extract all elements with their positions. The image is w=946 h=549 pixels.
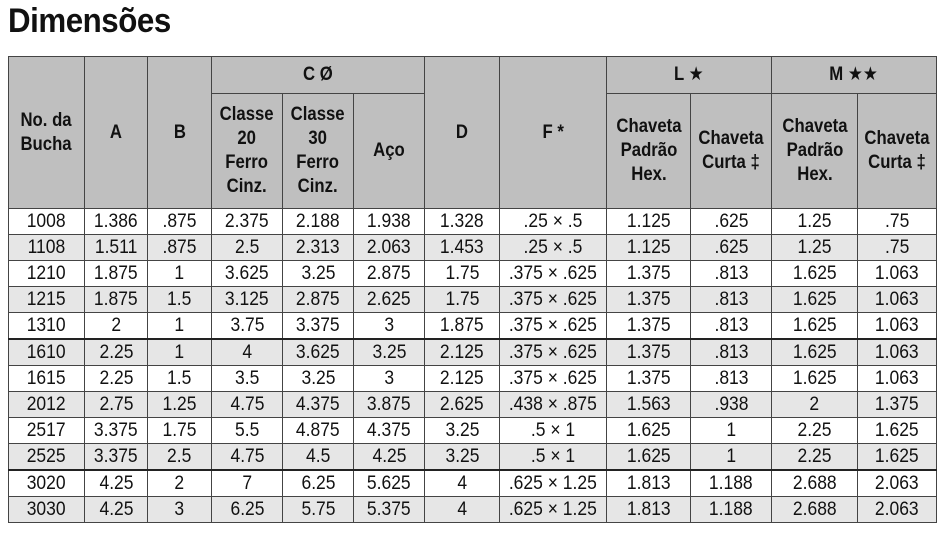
cell-b: 3 [148,497,212,523]
cell-c-classe20: 4.75 [212,392,283,418]
cell-l-padrao: 1.125 [607,235,691,261]
cell-bucha: 1615 [9,366,85,392]
cell-l-padrao: 1.625 [607,418,691,444]
cell-c-classe30: 3.625 [283,339,354,366]
cell-a: 4.25 [85,497,148,523]
cell-b: 1 [148,261,212,287]
cell-m-curta: 1.063 [858,366,937,392]
cell-a: 1.386 [85,209,148,235]
cell-m-curta: 2.063 [858,497,937,523]
cell-d: 1.75 [425,287,500,313]
header-l-curta: Chaveta Curta ‡ [691,94,772,209]
cell-l-curta: .625 [691,235,772,261]
cell-l-curta: 1.188 [691,497,772,523]
cell-b: .875 [148,209,212,235]
cell-l-padrao: 1.813 [607,497,691,523]
cell-c-classe30: 2.313 [283,235,354,261]
header-bucha: No. da Bucha [9,57,85,209]
cell-l-curta: .813 [691,366,772,392]
header-l-padrao: Chaveta Padrão Hex. [607,94,691,209]
table-row [9,287,937,313]
table-row [9,392,937,418]
cell-a: 1.875 [85,261,148,287]
cell-a: 1.875 [85,287,148,313]
cell-a: 4.25 [85,470,148,497]
cell-f: .438 × .875 [500,392,607,418]
cell-d: 3.25 [425,444,500,471]
cell-c-classe30: 3.375 [283,313,354,340]
cell-c-classe30: 2.188 [283,209,354,235]
cell-d: 4 [425,470,500,497]
cell-a: 2.75 [85,392,148,418]
cell-m-padrao: 1.25 [772,209,858,235]
cell-m-padrao: 1.625 [772,287,858,313]
cell-b: .875 [148,235,212,261]
cell-m-padrao: 2.688 [772,497,858,523]
cell-a: 1.511 [85,235,148,261]
cell-bucha: 2012 [9,392,85,418]
cell-m-curta: 1.063 [858,313,937,340]
cell-m-padrao: 2.25 [772,418,858,444]
table-row [9,261,937,287]
cell-b: 1.25 [148,392,212,418]
cell-c-classe20: 3.75 [212,313,283,340]
cell-c-aco: 3.25 [354,339,425,366]
cell-bucha: 1215 [9,287,85,313]
cell-l-padrao: 1.625 [607,444,691,471]
header-c-classe30: Classe 30 Ferro Cinz. [283,94,354,209]
cell-bucha: 1008 [9,209,85,235]
cell-d: 1.875 [425,313,500,340]
cell-c-classe30: 4.375 [283,392,354,418]
table-row [9,313,937,340]
table-row [9,470,937,497]
cell-a: 2.25 [85,339,148,366]
cell-m-padrao: 1.625 [772,339,858,366]
cell-b: 1.75 [148,418,212,444]
cell-d: 2.125 [425,366,500,392]
cell-l-curta: .813 [691,261,772,287]
header-m-group: M ★★ [772,57,937,94]
cell-c-aco: 3 [354,313,425,340]
cell-f: .375 × .625 [500,261,607,287]
dimensions-table [8,56,937,523]
cell-l-curta: .625 [691,209,772,235]
cell-c-aco: 5.625 [354,470,425,497]
cell-f: .375 × .625 [500,287,607,313]
cell-b: 1 [148,339,212,366]
cell-m-curta: .75 [858,209,937,235]
cell-c-classe20: 3.625 [212,261,283,287]
cell-bucha: 1108 [9,235,85,261]
header-m-padrao: Chaveta Padrão Hex. [772,94,858,209]
table-row [9,209,937,235]
cell-c-aco: 4.375 [354,418,425,444]
cell-c-classe30: 5.75 [283,497,354,523]
cell-m-curta: 1.625 [858,444,937,471]
cell-a: 2.25 [85,366,148,392]
cell-a: 3.375 [85,444,148,471]
cell-m-padrao: 1.25 [772,235,858,261]
cell-c-aco: 4.25 [354,444,425,471]
header-f: F * [500,57,607,209]
cell-c-classe30: 3.25 [283,366,354,392]
cell-d: 2.625 [425,392,500,418]
cell-c-classe30: 4.875 [283,418,354,444]
cell-a: 2 [85,313,148,340]
cell-l-curta: .813 [691,287,772,313]
cell-l-padrao: 1.813 [607,470,691,497]
cell-bucha: 2517 [9,418,85,444]
cell-d: 3.25 [425,418,500,444]
cell-c-aco: 2.063 [354,235,425,261]
cell-c-classe30: 6.25 [283,470,354,497]
cell-l-padrao: 1.375 [607,366,691,392]
table-row [9,339,937,366]
header-l-group: L ★ [607,57,772,94]
header-d: D [425,57,500,209]
cell-c-aco: 3.875 [354,392,425,418]
cell-l-curta: 1.188 [691,470,772,497]
cell-c-classe30: 2.875 [283,287,354,313]
cell-b: 1.5 [148,287,212,313]
cell-c-classe20: 2.375 [212,209,283,235]
cell-bucha: 1310 [9,313,85,340]
cell-f: .25 × .5 [500,209,607,235]
cell-b: 1 [148,313,212,340]
cell-c-classe20: 7 [212,470,283,497]
cell-l-curta: .938 [691,392,772,418]
cell-m-curta: 2.063 [858,470,937,497]
cell-f: .375 × .625 [500,339,607,366]
cell-d: 4 [425,497,500,523]
cell-f: .375 × .625 [500,366,607,392]
cell-b: 2 [148,470,212,497]
cell-c-classe20: 2.5 [212,235,283,261]
cell-bucha: 1610 [9,339,85,366]
cell-d: 1.328 [425,209,500,235]
table-row [9,444,937,471]
cell-c-classe20: 5.5 [212,418,283,444]
cell-d: 1.453 [425,235,500,261]
cell-l-padrao: 1.563 [607,392,691,418]
cell-c-classe30: 4.5 [283,444,354,471]
cell-c-classe20: 6.25 [212,497,283,523]
cell-c-aco: 3 [354,366,425,392]
cell-m-curta: 1.063 [858,287,937,313]
table-body [9,209,937,523]
cell-f: .5 × 1 [500,444,607,471]
table-row [9,418,937,444]
cell-l-curta: .813 [691,339,772,366]
cell-m-curta: 1.063 [858,339,937,366]
cell-m-curta: .75 [858,235,937,261]
cell-m-padrao: 2.25 [772,444,858,471]
cell-a: 3.375 [85,418,148,444]
cell-m-padrao: 1.625 [772,366,858,392]
cell-l-curta: .813 [691,313,772,340]
cell-f: .625 × 1.25 [500,497,607,523]
cell-c-classe20: 4.75 [212,444,283,471]
header-b: B [148,57,212,209]
cell-m-padrao: 1.625 [772,313,858,340]
header-c-group: C Ø [212,57,425,94]
cell-bucha: 3020 [9,470,85,497]
cell-m-curta: 1.625 [858,418,937,444]
cell-f: .375 × .625 [500,313,607,340]
cell-c-classe20: 3.125 [212,287,283,313]
cell-l-padrao: 1.375 [607,287,691,313]
cell-m-padrao: 2 [772,392,858,418]
cell-bucha: 1210 [9,261,85,287]
header-m-curta: Chaveta Curta ‡ [858,94,937,209]
cell-m-padrao: 2.688 [772,470,858,497]
table-row [9,235,937,261]
cell-b: 2.5 [148,444,212,471]
cell-l-padrao: 1.375 [607,313,691,340]
cell-l-curta: 1 [691,444,772,471]
table-row [9,497,937,523]
cell-c-aco: 2.875 [354,261,425,287]
header-a: A [85,57,148,209]
cell-bucha: 3030 [9,497,85,523]
cell-l-padrao: 1.375 [607,339,691,366]
cell-d: 2.125 [425,339,500,366]
cell-m-padrao: 1.625 [772,261,858,287]
header-c-aco: Aço [354,94,425,209]
cell-f: .625 × 1.25 [500,470,607,497]
page-title: Dimensões [8,2,171,40]
cell-bucha: 2525 [9,444,85,471]
cell-m-curta: 1.063 [858,261,937,287]
cell-c-classe20: 3.5 [212,366,283,392]
cell-c-aco: 1.938 [354,209,425,235]
cell-m-curta: 1.375 [858,392,937,418]
cell-f: .5 × 1 [500,418,607,444]
cell-b: 1.5 [148,366,212,392]
cell-c-aco: 5.375 [354,497,425,523]
cell-c-aco: 2.625 [354,287,425,313]
cell-c-classe20: 4 [212,339,283,366]
cell-c-classe30: 3.25 [283,261,354,287]
cell-l-curta: 1 [691,418,772,444]
cell-l-padrao: 1.125 [607,209,691,235]
cell-l-padrao: 1.375 [607,261,691,287]
header-c-classe20: Classe 20 Ferro Cinz. [212,94,283,209]
table-row [9,366,937,392]
cell-d: 1.75 [425,261,500,287]
cell-f: .25 × .5 [500,235,607,261]
